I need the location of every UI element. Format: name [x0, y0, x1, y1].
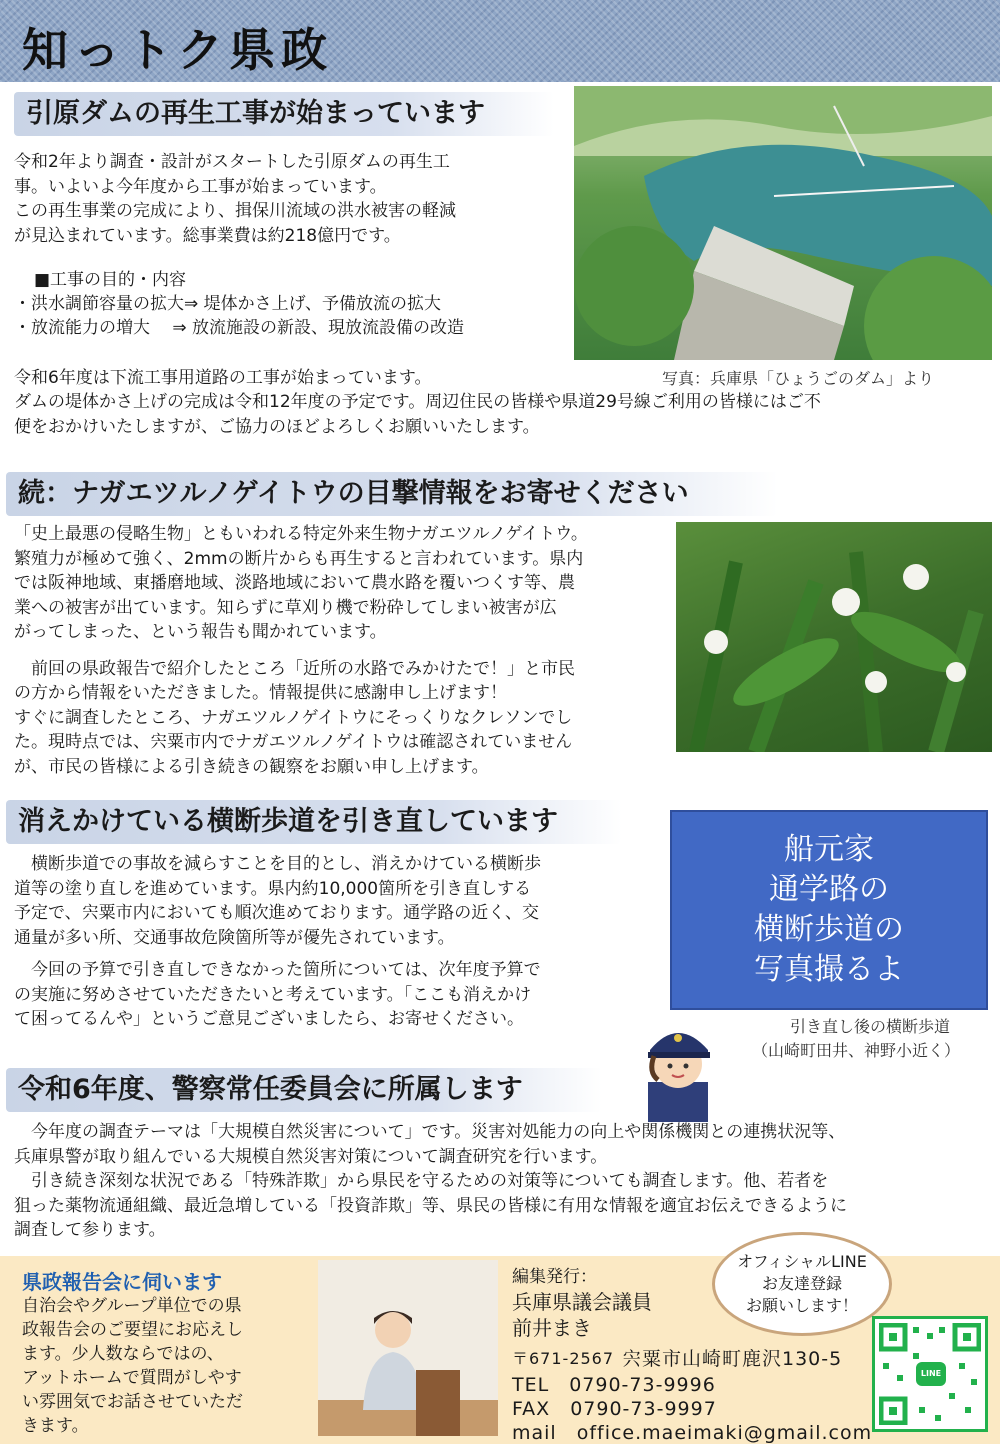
line-promo-bubble	[712, 1232, 892, 1336]
crosswalk-caption-2: （山崎町田井、神野小近く）	[752, 1041, 961, 1060]
dam-photo	[574, 86, 992, 360]
weed-paragraph-2: 前回の県政報告で紹介したところ「近所の水路でみかけたで！」と市民 の方から情報をいただきました。情報提供に感謝申し上げます！ すぐに調査したところ、ナガエツルノゲイトウにそっくりなクレソンでし た。現時点では、宍粟市内でナガエツルノゲイトウは確認されていません が、市民の皆様による引き続きの観察をお願い申し上げます。	[14, 658, 575, 777]
publisher-org: 兵庫県議会議員	[512, 1290, 652, 1314]
weed-paragraph-1: 「史上最悪の侵略生物」ともいわれる特定外来生物ナガエツルノゲイトウ。 繁殖力が極めて強く、2mmの断片からも再生すると言われています。県内 では阪神地域、東播磨地域、淡路地域において農水路を覆いつくす等、農 業への被害が出ています。知らずに草刈り機で粉砕してしまい被害が広 がってしまった、という報告も聞かれています。	[14, 524, 588, 642]
report-meeting-title: 県政報告会に伺います	[22, 1270, 222, 1294]
dam-intro-paragraph: 令和2年より調査・設計がスタートした引原ダムの再生工 事。いよいよ今年度から工事が始まっています。 この再生事業の完成により、揖保川流域の洪水被害の軽減 が見込まれています。総事業費は約218億円です。	[14, 152, 456, 246]
email-address: mail office.maeimaki@gmail.com	[512, 1422, 873, 1444]
crosswalk-text	[14, 852, 634, 1032]
dam-schedule-paragraph: ダムの堤体かさ上げの完成は令和12年度の予定です。周辺住民の皆様や県道29号線ご利用の皆様にはご不 便をおかけいたしますが、ご協力のほどよろしくお願いいたします。	[14, 392, 821, 437]
committee-paragraph: 今年度の調査テーマは「大規模自然災害について」です。災害対処能力の向上や関係機関との連携状況等、 兵庫県警が取り組んでいる大規模自然災害対策について調査研究を行います。 引き続き深刻な状況である「特殊詐欺」から県民を守るための対策等についても調査します。他、若者を 狙った薬物流通組織、最近急増している「投資詐欺」等、県民の皆様に有用な情報を適宜お伝えできるように 調査して参ります。	[14, 1122, 847, 1240]
committee-text	[14, 1120, 989, 1243]
section-heading-dam: 引原ダムの再生工事が始まっています	[14, 92, 554, 136]
crosswalk-paragraph-2: 今回の予算で引き直しできなかった箇所については、次年度予算で の実施に努めさせていただきたいと考えています。「ここも消えかけ て困ってるんや」というご意見ございましたら、お寄せください。	[14, 960, 541, 1029]
section-heading-committee: 令和6年度、警察常任委員会に所属します	[6, 1068, 602, 1112]
crosswalk-photo-placeholder	[670, 810, 988, 1010]
section-heading-crosswalk: 消えかけている横断歩道を引き直しています	[6, 800, 622, 844]
plant-photo	[676, 522, 992, 752]
dam-schedule-line1: 令和6年度は下流工事用道路の工事が始まっています。	[14, 368, 432, 388]
publisher-label: 編集発行：	[512, 1267, 597, 1287]
dam-list-item-1: ・洪水調節容量の拡大⇒ 堤体かさ上げ、予備放流の拡大	[14, 294, 441, 314]
line-logo-icon: LINE	[916, 1362, 946, 1386]
publisher-name: 前井まき	[512, 1316, 592, 1340]
fax-number: FAX 0790-73-9997	[512, 1398, 717, 1420]
section-heading-weed: 続：ナガエツルノゲイトウの目撃情報をお寄せください	[6, 472, 778, 516]
dam-intro-text	[14, 150, 564, 248]
report-meeting-text: 自治会やグループ単位での県 政報告会のご要望にお応えし ます。少人数ならではの、 アットホームで質問がしやす い雰囲気でお話させていただ きます。	[22, 1296, 243, 1436]
crosswalk-caption-1: 引き直し後の横断歩道	[790, 1017, 951, 1036]
phone-number: TEL 0790-73-9996	[512, 1374, 716, 1396]
dam-schedule-text	[14, 390, 989, 439]
crosswalk-paragraph-1: 横断歩道での事故を減らすことを目的とし、消えかけている横断歩 道等の塗り直しを進めています。県内約10,000箇所を引き直しする 予定で、宍粟市内においても順次進めております。通学路の近く、交 通量が多い所、交通事故危険箇所等が優先されています。	[14, 854, 541, 948]
dam-list-item-2: ・放流能力の増大 ⇒ 放流施設の新設、現放流設備の改造	[14, 318, 465, 338]
address: 宍粟市山崎町鹿沢130-5	[622, 1348, 843, 1370]
line-promo-text: オフィシャルLINE お友達登録 お願いします！	[737, 1252, 867, 1315]
speaker-photo	[318, 1260, 498, 1436]
page-title: 知っトク県政	[22, 23, 334, 77]
postal-code: 〒671-2567	[512, 1349, 615, 1368]
weed-text	[14, 522, 674, 779]
police-officer-illustration	[628, 1012, 728, 1122]
dam-photo-caption: 写真：兵庫県「ひょうごのダム」より	[662, 369, 935, 388]
crosswalk-placeholder-text: 船元家 通学路の 横断歩道の 写真撮るよ	[754, 832, 904, 987]
dam-list-title: ■工事の目的・内容	[34, 270, 187, 290]
